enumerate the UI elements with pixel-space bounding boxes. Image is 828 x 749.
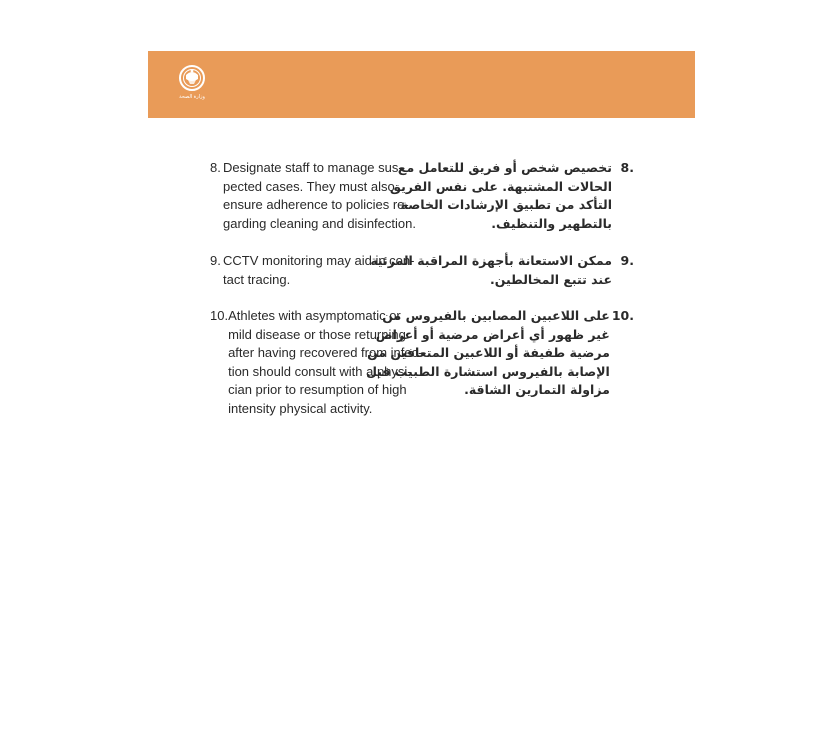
text-line: mild disease or those returning	[228, 326, 406, 342]
text-line: تخصيص شخص أو فريق للتعامل مع	[397, 160, 612, 175]
text-line: ممكن الاستعانة بأجهزة المراقبة المرئية	[370, 253, 612, 268]
text-line: مزاولة التمارين الشاقة.	[464, 382, 610, 397]
text-line: Designate staff to manage sus-	[223, 160, 403, 175]
item-number: .10	[611, 308, 634, 323]
text-line: CCTV monitoring may aid in con-	[223, 253, 415, 268]
item-number: 9.	[210, 253, 221, 268]
item-number: 10.	[210, 308, 229, 323]
text-line: عند تتبع المخالطين.	[489, 271, 612, 287]
text-line: التأكد من تطبيق الإرشادات الخاصة	[400, 197, 612, 212]
item-number: 8.	[210, 160, 221, 175]
list-item	[366, 307, 634, 400]
text-line: garding cleaning and disinfection.	[223, 215, 416, 231]
item-text	[390, 159, 614, 233]
text-line: tion should consult with a physi-	[228, 363, 412, 379]
text-line: بالتطهير والتنظيف.	[491, 215, 612, 231]
item-text	[370, 252, 614, 289]
item-number: .9	[620, 253, 634, 268]
item-text	[366, 307, 612, 400]
text-line: على اللاعبين المصابين بالفيروس من	[382, 308, 610, 323]
text-line: غير ظهور أي أعراض مرضية أو أعراض	[375, 326, 610, 342]
text-line: Athletes with asymptomatic or	[228, 308, 401, 323]
logo-caption: وزارة الصحة	[179, 94, 205, 100]
item-number: .8	[620, 160, 634, 175]
list-item	[370, 252, 634, 289]
text-line: ensure adherence to policies re-	[223, 197, 409, 212]
text-line: pected cases. They must also	[223, 178, 395, 194]
header-banner	[148, 51, 695, 118]
text-line: cian prior to resumption of high	[228, 382, 407, 397]
ministry-logo	[176, 65, 208, 103]
kuwait-emblem-icon	[176, 65, 208, 95]
text-line: مرضية طفيفة أو اللاعبين المتعافين من	[367, 345, 610, 360]
text-line: tact tracing.	[223, 271, 291, 287]
text-line: after having recovered from infec-	[228, 345, 423, 360]
text-line: intensity physical activity.	[228, 400, 373, 416]
text-line: الإصابة بالفيروس استشارة الطبيب قبل	[366, 363, 610, 379]
document-page	[148, 51, 695, 749]
list-item	[389, 159, 634, 233]
text-line: الحالات المشتبهة. على نفس الفريق	[389, 178, 612, 194]
